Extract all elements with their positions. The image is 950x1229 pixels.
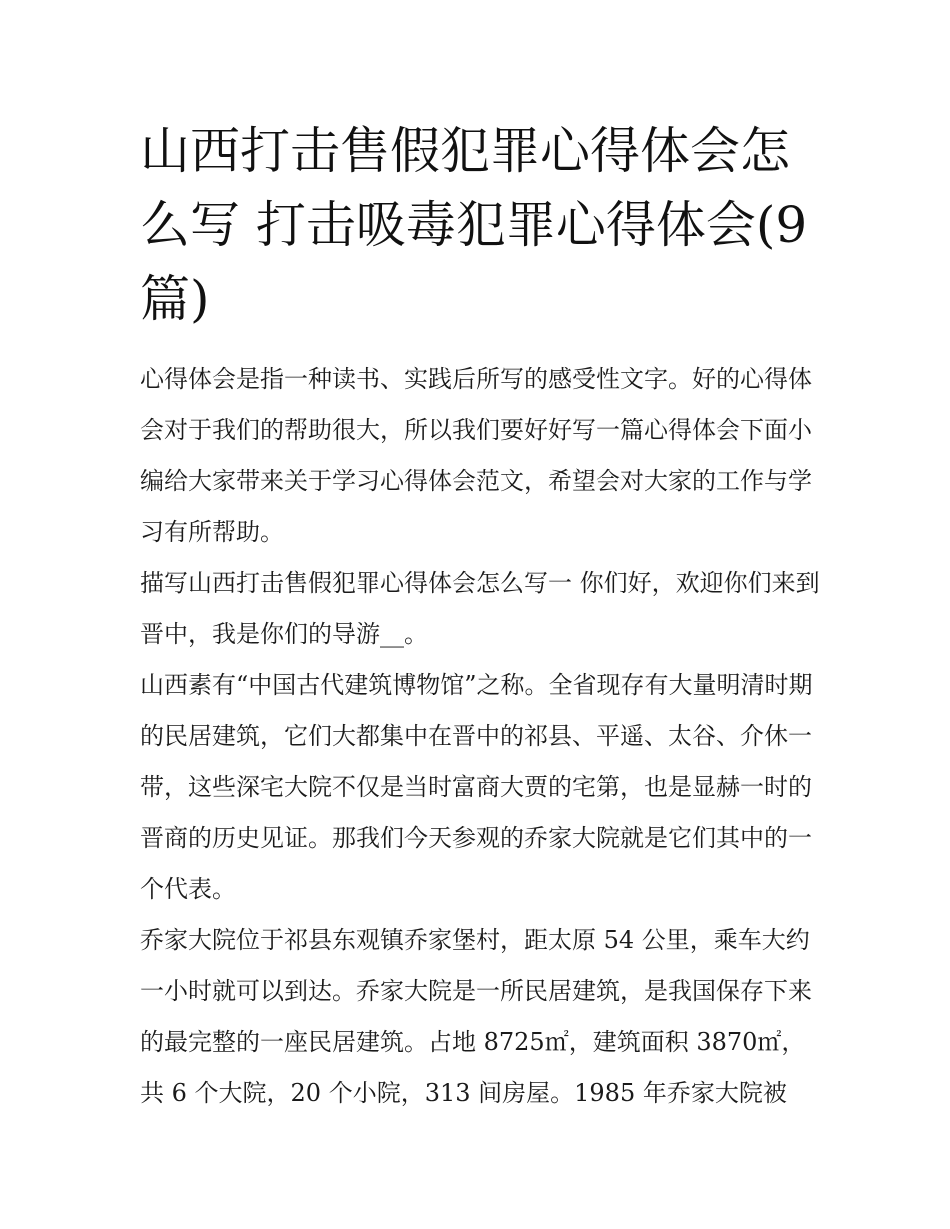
shanxi-architecture-paragraph: 山西素有“中国古代建筑博物馆”之称。全省现存有大量明清时期的民居建筑，它们大都集中在晋中的祁县、平遥、太谷、介休一带，这些深宅大院不仅是当时富商大贾的宅第，也是显赫一时的晋商的历史见证。那我们今天参观的乔家大院就是它们其中的一个代表。 [140,671,813,903]
document-body [140,354,820,1119]
qiao-courtyard-paragraph: 乔家大院位于祁县东观镇乔家堡村，距太原 54 公里，乘车大约一小时就可以到达。乔家大院是一所民居建筑，是我国保存下来的最完整的一座民居建筑。占地 8725㎡，建筑面积 3870㎡，共 6 个大院，20 个小院，313 间房屋。1985 年乔家大院被 [140,926,812,1107]
greeting-paragraph: 描写山西打击售假犯罪心得体会怎么写一 你们好，欢迎你们来到晋中，我是你们的导游__。 [140,569,820,648]
intro-paragraph: 心得体会是指一种读书、实践后所写的感受性文字。好的心得体会对于我们的帮助很大，所以我们要好好写一篇心得体会下面小编给大家带来关于学习心得体会范文，希望会对大家的工作与学习有所帮助。 [140,365,812,546]
document-title: 山西打击售假犯罪心得体会怎么写 打击吸毒犯罪心得体会(9篇) [140,122,808,328]
